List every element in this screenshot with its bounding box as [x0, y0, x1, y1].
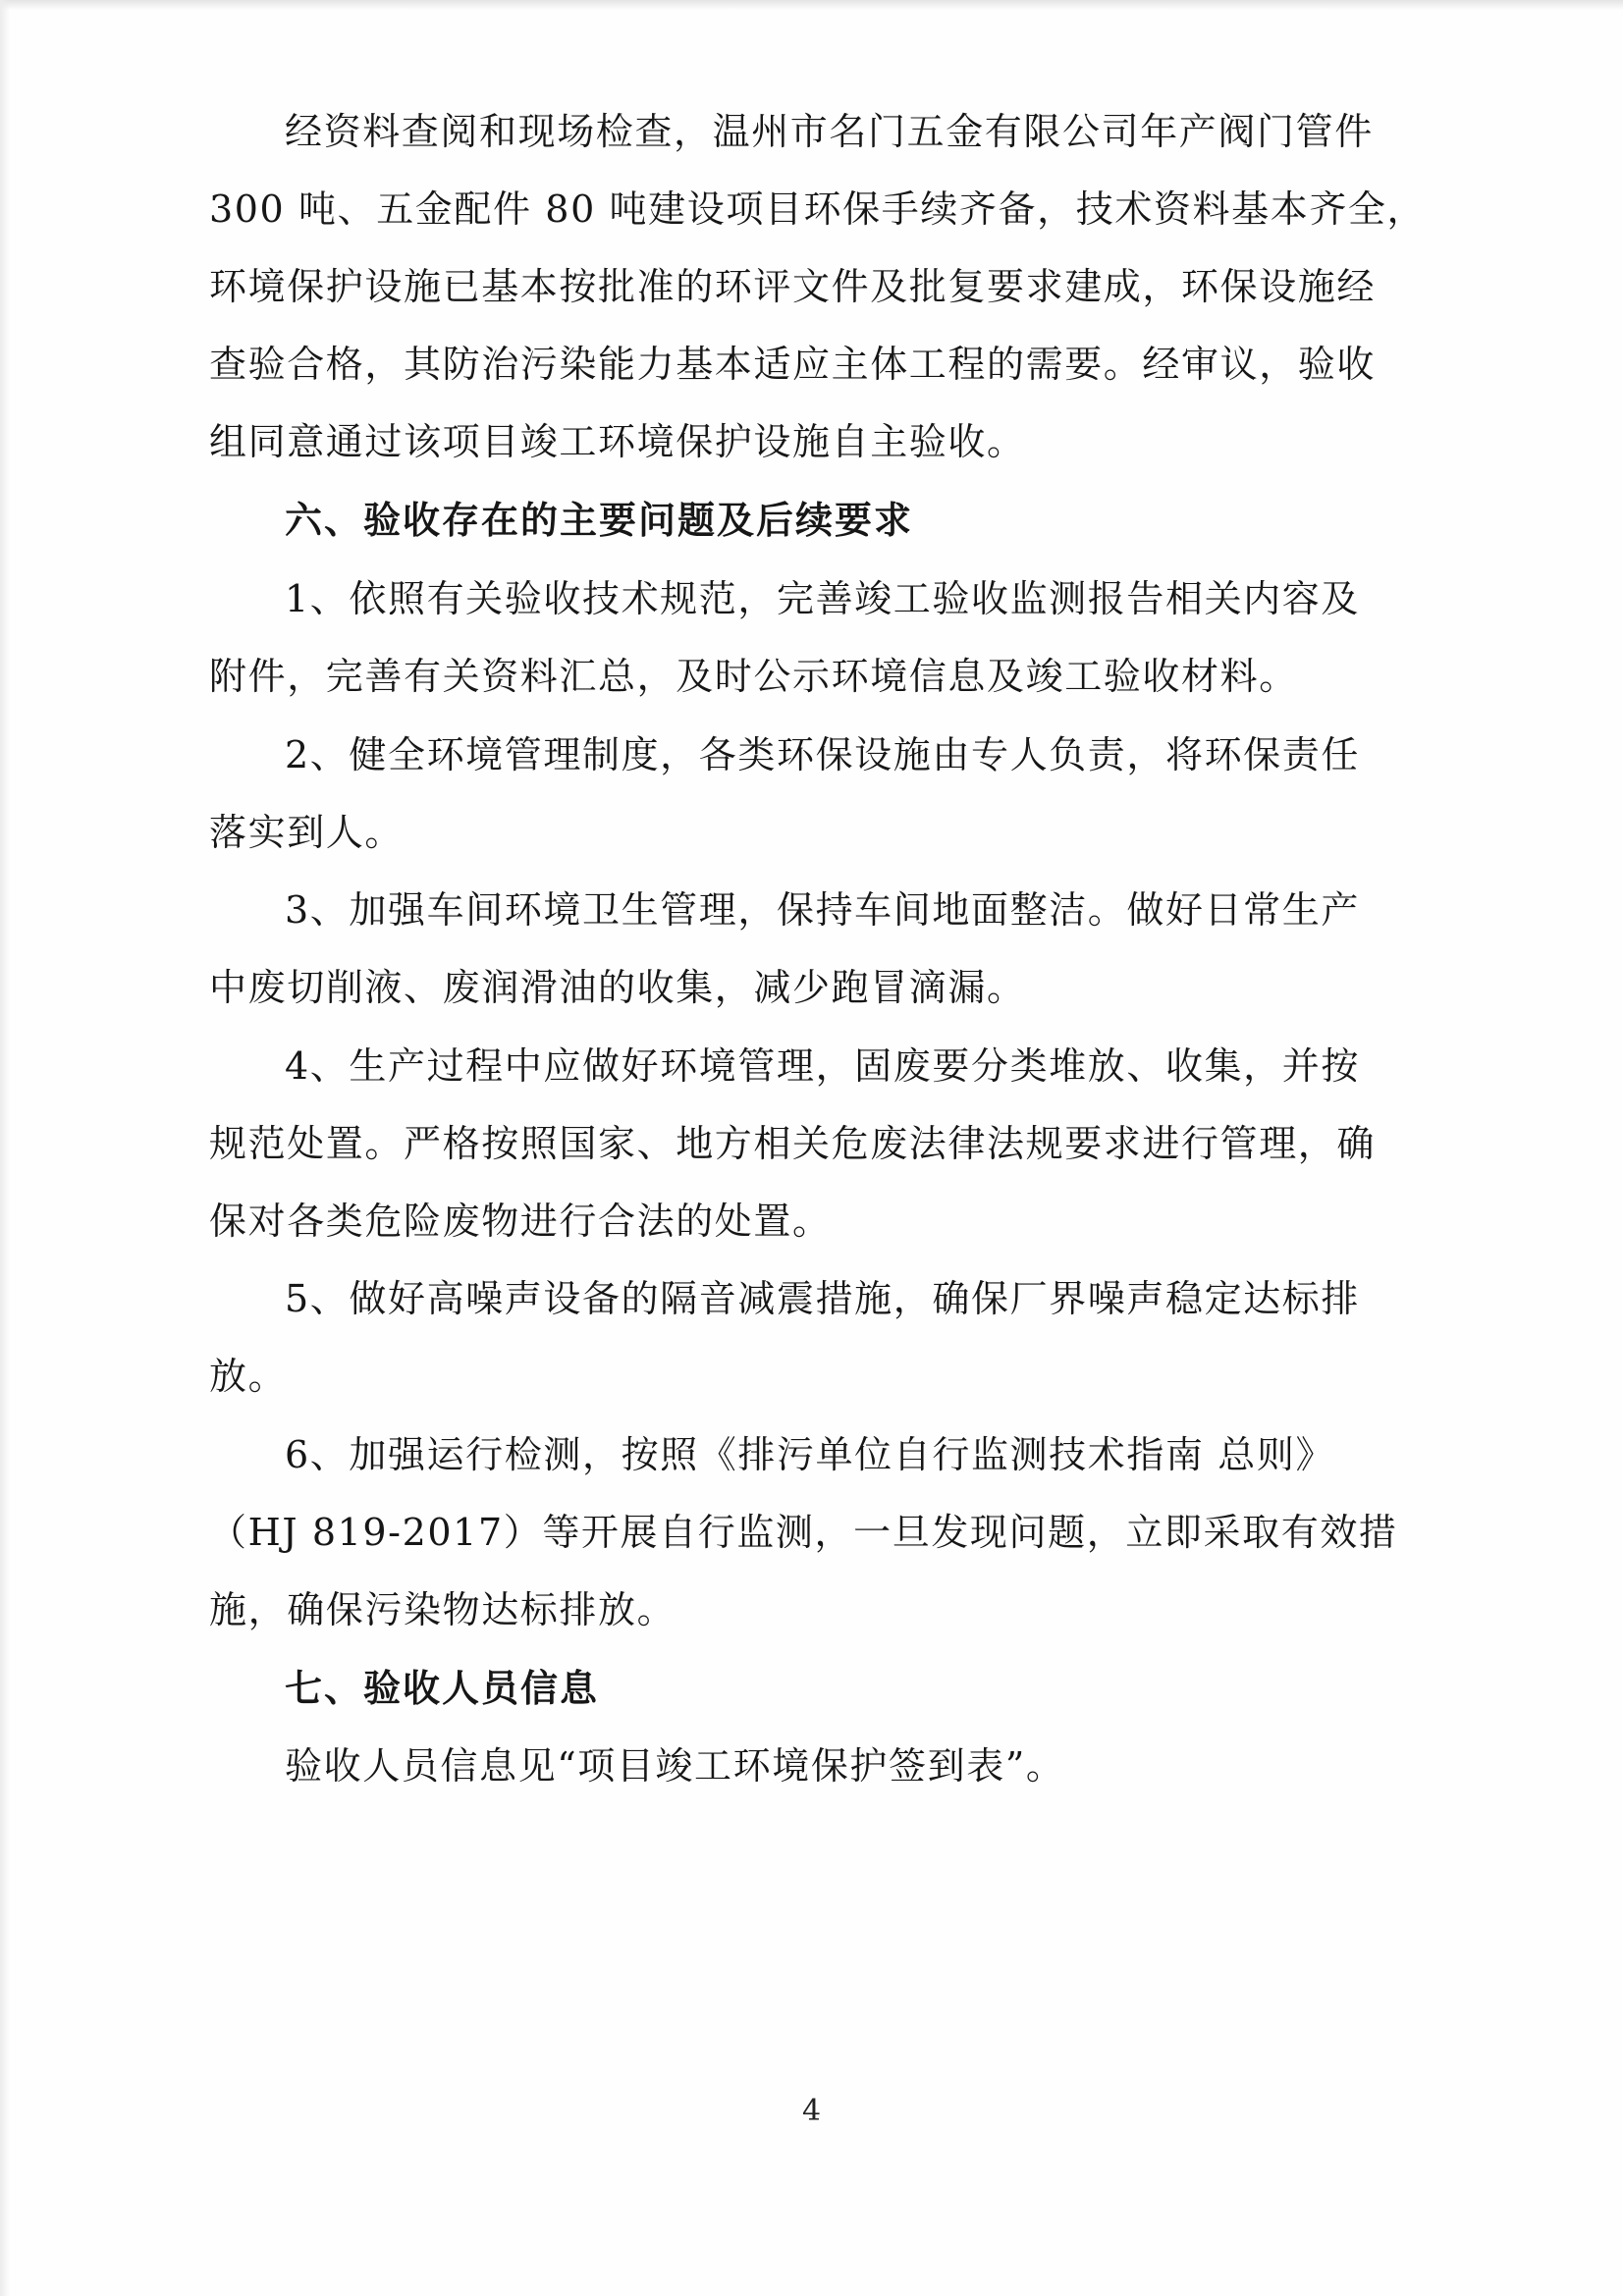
- list-item-line: 1、依照有关验收技术规范，完善竣工验收监测报告相关内容及: [285, 577, 1360, 620]
- list-item-line: 放。: [209, 1355, 288, 1398]
- list-item-line: 规范处置。严格按照国家、地方相关危废法律法规要求进行管理，确: [209, 1122, 1377, 1165]
- list-item-line: 落实到人。: [209, 811, 405, 854]
- scan-edge-left: [0, 0, 10, 2296]
- list-item-line: 4、生产过程中应做好环境管理，固废要分类堆放、收集，并按: [285, 1044, 1360, 1088]
- paragraph-line: 环境保护设施已基本按批准的环评文件及批复要求建成，环保设施经: [209, 265, 1377, 308]
- paragraph-line: 300 吨、五金配件 80 吨建设项目环保手续齐备，技术资料基本齐全，: [209, 187, 1427, 231]
- list-item-line: 5、做好高噪声设备的隔音减震措施，确保厂界噪声稳定达标排: [285, 1277, 1360, 1320]
- section-heading: 六、验收存在的主要问题及后续要求: [285, 498, 914, 542]
- list-item-line: （HJ 819-2017）等开展自行监测，一旦发现问题，立即采取有效措: [209, 1511, 1398, 1554]
- list-item-line: 保对各类危险废物进行合法的处置。: [209, 1200, 832, 1243]
- list-item-line: 中废切削液、废润滑油的收集，减少跑冒滴漏。: [209, 966, 1026, 1009]
- paragraph-line: 经资料查阅和现场检查，温州市名门五金有限公司年产阀门管件: [285, 110, 1374, 153]
- page-number: 4: [801, 2094, 822, 2128]
- paragraph-line: 查验合格，其防治污染能力基本适应主体工程的需要。经审议，验收: [209, 343, 1377, 386]
- list-item-line: 6、加强运行检测，按照《排污单位自行监测技术指南 总则》: [285, 1433, 1335, 1476]
- list-item-line: 3、加强车间环境卫生管理，保持车间地面整洁。做好日常生产: [285, 888, 1360, 932]
- paragraph-line: 验收人员信息见“项目竣工环境保护签到表”。: [285, 1744, 1065, 1788]
- list-item-line: 附件，完善有关资料汇总，及时公示环境信息及竣工验收材料。: [209, 655, 1298, 698]
- section-heading: 七、验收人员信息: [285, 1666, 600, 1710]
- list-item-line: 2、健全环境管理制度，各类环保设施由专人负责，将环保责任: [285, 733, 1360, 776]
- scan-edge-top: [0, 0, 1623, 10]
- paragraph-line: 组同意通过该项目竣工环境保护设施自主验收。: [209, 420, 1026, 463]
- list-item-line: 施，确保污染物达标排放。: [209, 1588, 676, 1631]
